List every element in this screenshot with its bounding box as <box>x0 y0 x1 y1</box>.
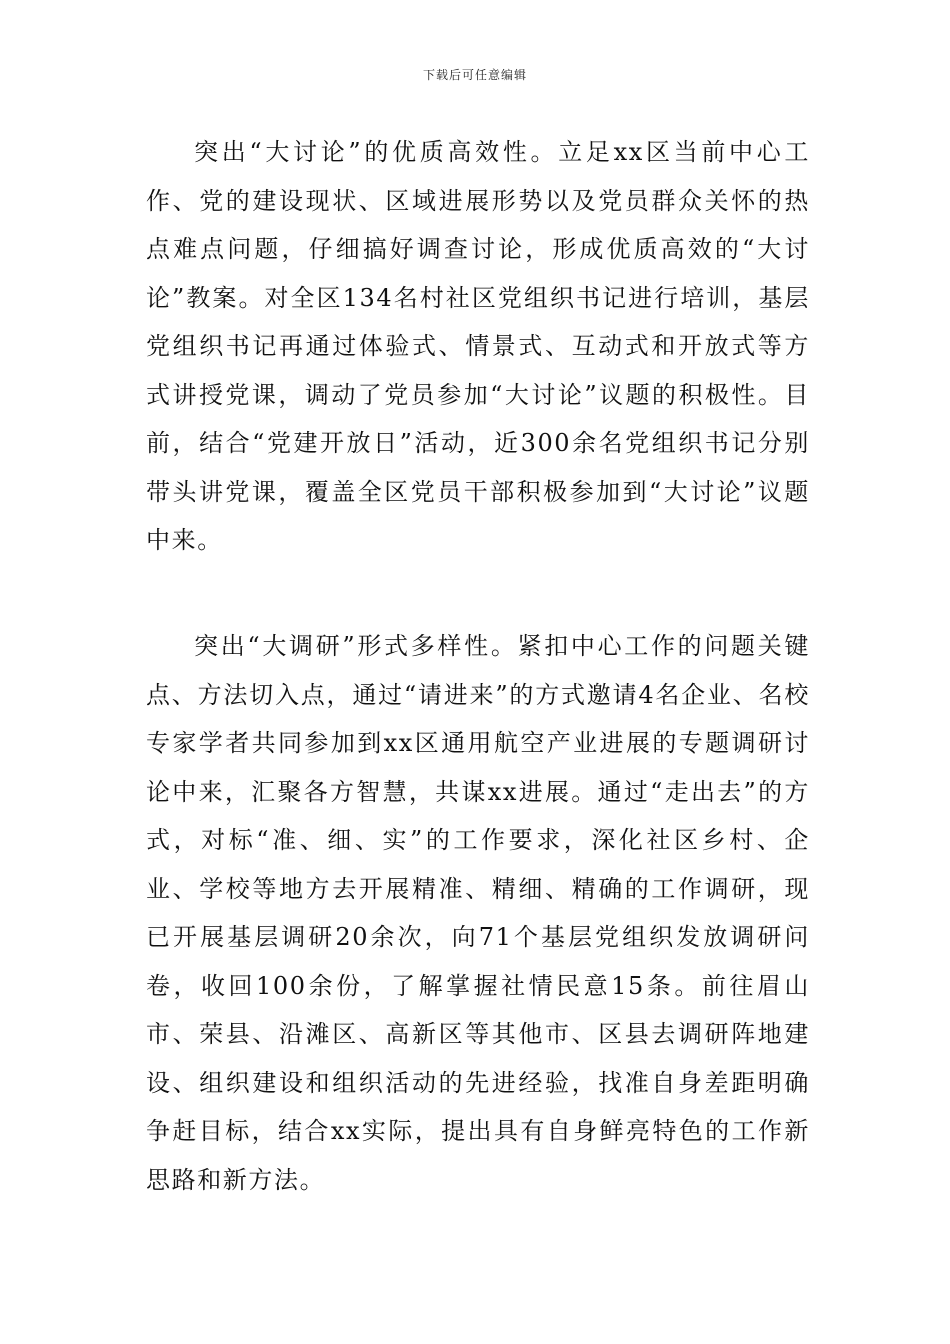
paragraph-discussion: 突出“大讨论”的优质高效性。立足xx区当前中心工作、党的建设现状、区域进展形势以及党员群众关怀的热点难点问题，仔细搞好调查讨论，形成优质高效的“大讨论”教案。对全区134名村社区党组织书记进行培训，基层党组织书记再通过体验式、情景式、互动式和开放式等方式讲授党课，调动了党员参加“大讨论”议题的积极性。目前，结合“党建开放日”活动，近300余名党组织书记分别带头讲党课，覆盖全区党员干部积极参加到“大讨论”议题中来。 <box>146 138 810 554</box>
paragraph-research: 突出“大调研”形式多样性。紧扣中心工作的问题关键点、方法切入点，通过“请进来”的方式邀请4名企业、名校专家学者共同参加到xx区通用航空产业进展的专题调研讨论中来，汇聚各方智慧，共谋xx进展。通过“走出去”的方式，对标“准、细、实”的工作要求，深化社区乡村、企业、学校等地方去开展精准、精细、精确的工作调研，现已开展基层调研20余次，向71个基层党组织发放调研问卷，收回100余份，了解掌握社情民意15条。前往眉山市、荣县、沿滩区、高新区等其他市、区县去调研阵地建设、组织建设和组织活动的先进经验，找准自身差距明确争赶目标，结合xx实际，提出具有自身鲜亮特色的工作新思路和新方法。 <box>146 632 810 1194</box>
header-note: 下载后可任意编辑 <box>422 68 527 82</box>
